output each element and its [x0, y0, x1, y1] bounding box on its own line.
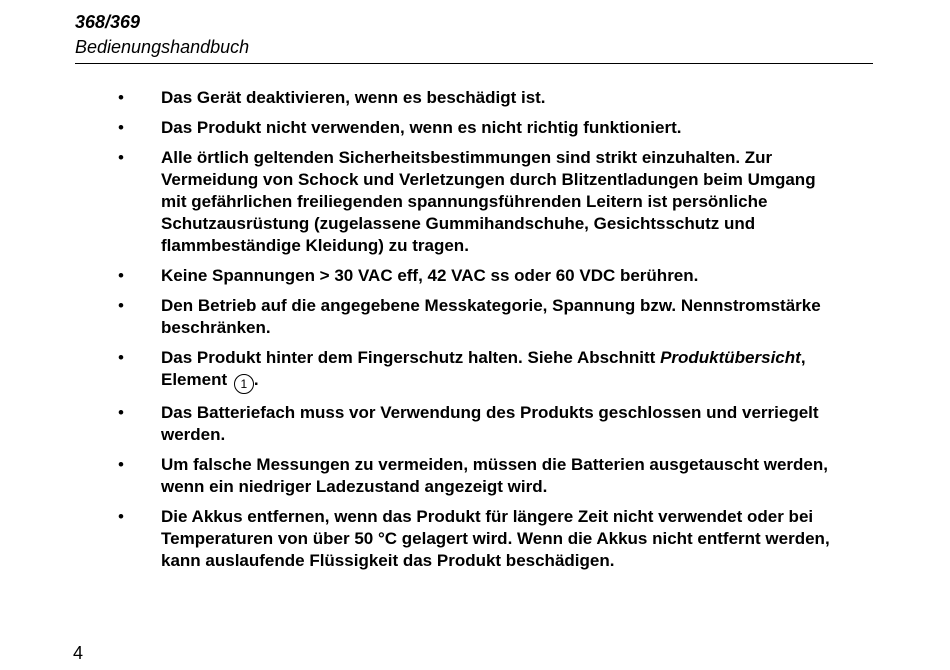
list-item-text: Das Batteriefach muss vor Verwendung des Produkts geschlossen und verriegelt werden. — [161, 403, 819, 444]
list-item-text: Den Betrieb auf die angegebene Messkategorie, Spannung bzw. Nennstromstärke beschränken. — [161, 296, 821, 337]
list-item-text: Um falsche Messungen zu vermeiden, müssen die Batterien ausgetauscht werden, wenn ein niedriger Ladezustand angezeigt wird. — [161, 455, 828, 496]
bullet-icon: • — [118, 148, 124, 167]
list-item — [117, 454, 837, 498]
section-reference: Produktübersicht — [660, 348, 801, 367]
list-item-text-middle: , Element — [161, 348, 806, 389]
bullet-icon: • — [118, 455, 124, 474]
list-item-text: Die Akkus entfernen, wenn das Produkt für längere Zeit nicht verwendet oder bei Temperaturen von über 50 °C gelagert wird. Wenn die Akkus nicht entfernt werden, kann auslaufende Flüssigkeit das Produkt beschädigen. — [161, 507, 830, 570]
list-item — [117, 117, 837, 139]
list-item — [117, 87, 837, 109]
list-item-text-start: Das Produkt hinter dem Fingerschutz halten. Siehe Abschnitt — [161, 348, 661, 367]
bullet-icon: • — [118, 348, 124, 367]
safety-instructions-list — [117, 87, 837, 580]
bullet-icon: • — [118, 507, 124, 526]
list-item — [117, 265, 837, 287]
list-item — [117, 506, 837, 572]
page-header — [75, 11, 873, 64]
bullet-icon: • — [118, 266, 124, 285]
list-item — [117, 402, 837, 446]
bullet-icon: • — [118, 118, 124, 137]
list-item-text: Alle örtlich geltenden Sicherheitsbestimmungen sind strikt einzuhalten. Zur Vermeidung von Schock und Verletzungen durch Blitzentladungen beim Umgang mit gefährlichen freiliegenden spannungsführenden Leitern ist persönliche Schutzausrüstung (zugelassene Gummihandschuhe, Gesichtsschutz und flammbeständige Kleidung) zu tragen. — [161, 148, 816, 255]
list-item-text-end: . — [253, 370, 259, 389]
bullet-icon: • — [118, 296, 124, 315]
element-number-callout-icon: 1 — [234, 374, 254, 394]
list-item-text: Keine Spannungen > 30 VAC eff, 42 VAC ss oder 60 VDC berühren. — [161, 266, 699, 285]
list-item — [117, 295, 837, 339]
list-item-text: Das Produkt nicht verwenden, wenn es nicht richtig funktioniert. — [161, 118, 682, 137]
list-item — [117, 347, 837, 394]
list-item — [117, 147, 837, 257]
list-item-text: Das Gerät deaktivieren, wenn es beschädigt ist. — [161, 88, 546, 107]
document-model-number: 368/369 — [75, 12, 141, 32]
document-title: Bedienungshandbuch — [75, 37, 250, 57]
bullet-icon: • — [118, 88, 124, 107]
bullet-icon: • — [118, 403, 124, 422]
page-number: 4 — [73, 643, 84, 663]
